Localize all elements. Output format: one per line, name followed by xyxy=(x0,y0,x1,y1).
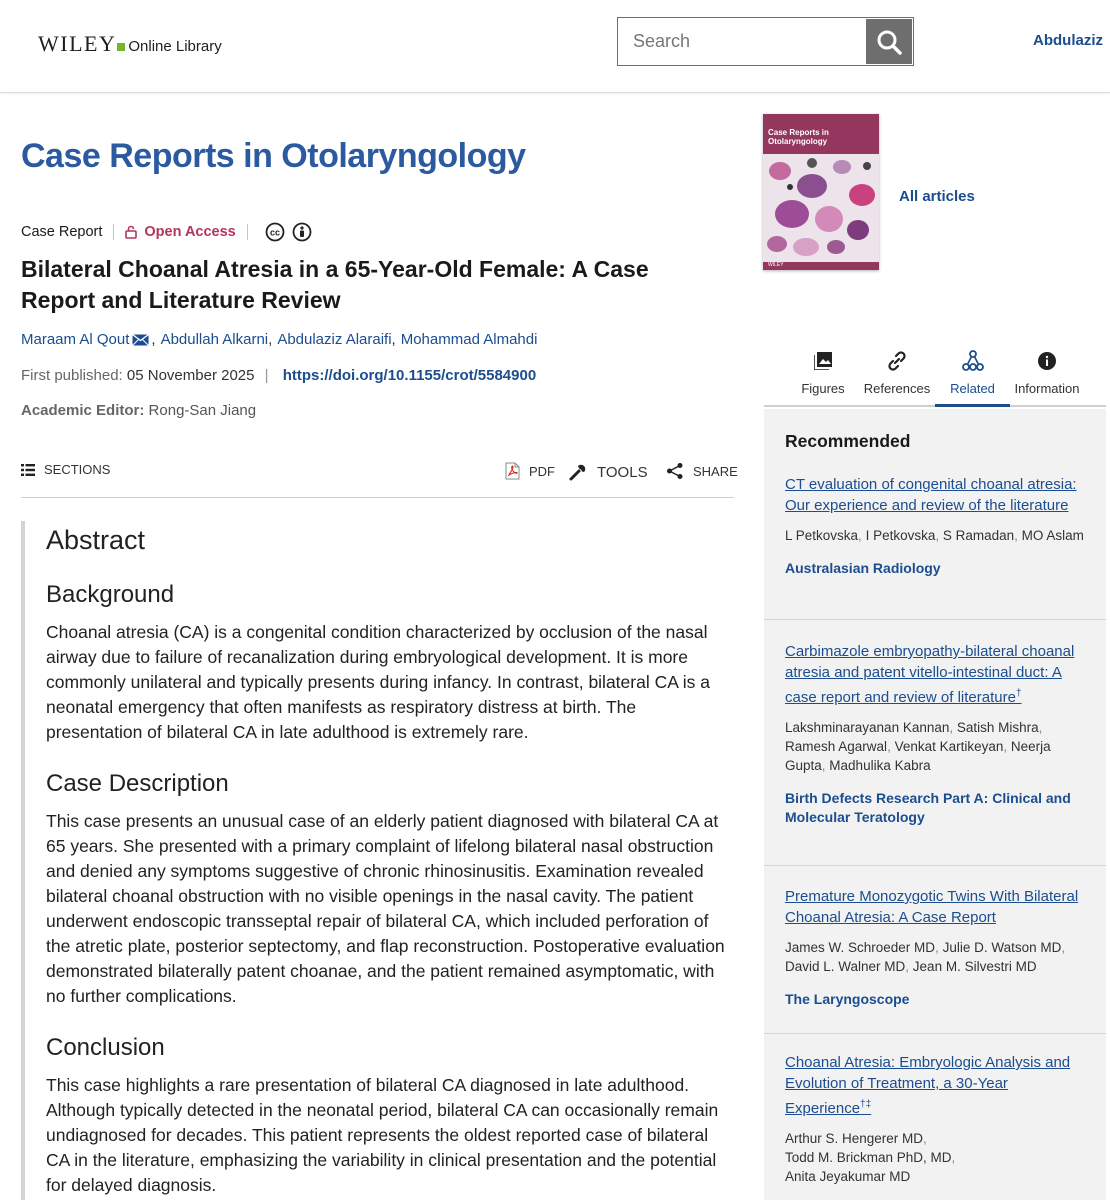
network-icon xyxy=(962,350,984,372)
open-access-label: Open Access xyxy=(144,224,236,240)
search-icon xyxy=(876,29,902,55)
case-description-heading: Case Description xyxy=(46,770,229,797)
open-access-badge[interactable] xyxy=(125,224,235,240)
academic-editor xyxy=(21,402,256,419)
email-icon[interactable] xyxy=(132,334,149,346)
share-icon xyxy=(666,462,684,480)
recommended-panel xyxy=(764,409,1106,1200)
image-icon xyxy=(814,352,832,370)
svg-text:cc: cc xyxy=(269,227,280,238)
cover-title: Case Reports in Otolaryngology xyxy=(768,128,829,146)
doi-link[interactable]: https://doi.org/10.1155/crot/5584900 xyxy=(282,367,537,384)
author-list: Maraam Al Qout , Abdullah Alkarni , Abdulaziz Alaraifi , Mohammad Almahdi xyxy=(21,331,538,348)
recommended-item xyxy=(785,641,1090,827)
logo-subtitle: Online Library xyxy=(128,38,222,55)
all-articles-link[interactable]: All articles xyxy=(899,188,975,205)
pdf-label: PDF xyxy=(529,463,555,479)
article-type: Case Report xyxy=(21,224,103,240)
publication-info: First published: 05 November 2025 | https://doi.org/10.1155/crot/5584900 xyxy=(21,367,537,384)
recommended-title-link[interactable]: Choanal Atresia: Embryologic Analysis and Evolution of Treatment, a 30-Year Experience†‡ xyxy=(785,1054,1071,1117)
sections-label: SECTIONS xyxy=(44,462,111,477)
article-meta-row xyxy=(21,222,319,242)
recommended-item xyxy=(785,1052,1090,1186)
tab-related[interactable] xyxy=(935,342,1010,407)
recommended-authors: James W. Schroeder MD, Julie D. Watson MD, David L. Walner MD, Jean M. Silvestri MD xyxy=(785,940,1066,974)
recommended-title-link[interactable]: CT evaluation of congenital choanal atresia: Our experience and review of the literature xyxy=(785,476,1077,514)
recommended-item xyxy=(785,474,1090,578)
sections-button[interactable] xyxy=(21,462,110,477)
share-label: SHARE xyxy=(693,463,738,479)
author-link[interactable]: Mohammad Almahdi xyxy=(400,331,538,348)
recommended-heading: Recommended xyxy=(785,431,911,451)
background-text: Choanal atresia (CA) is a congenital condition characterized by occlusion of the nasal airway due to failure of recanalization during embryological development. It is more commonly unilateral and typically presents during infancy. In contrast, bilateral CA is a neonatal emergency that often manifests as respiratory distress at birth. The presentation of bilateral CA in late adulthood is extremely rare. xyxy=(46,622,711,742)
tab-label: Figures xyxy=(801,381,845,396)
tools-label: TOOLS xyxy=(597,463,648,481)
recommended-authors: Arthur S. Hengerer MD, Todd M. Brickman PhD, MD, Anita Jeyakumar MD xyxy=(785,1131,956,1184)
author-link[interactable]: Abdulaziz Alaraifi xyxy=(277,331,392,348)
tab-label: Related xyxy=(950,381,995,396)
tab-label: Information xyxy=(1014,381,1080,396)
search-button[interactable] xyxy=(866,19,912,64)
recommended-authors: L Petkovska, I Petkovska, S Ramadan, MO Aslam xyxy=(785,528,1084,543)
case-description-text: This case presents an unusual case of an elderly patient diagnosed with bilateral CA at 65 years. She presented with a primary complaint of lifelong bilateral nasal obstruction and denied any symptoms suggestive of chronic rhinosinusitis. Examination revealed bilateral choanal obstruction with no visible openings in the nasal cavity. The patient underwent endoscopic transseptal repair of bilateral CA, which included perforation of the atretic plate, posterior septectomy, and flap reconstruction. Postoperative evaluation demonstrated bilaterally patent choanae, and the patient remained asymptomatic, with no further complications. xyxy=(46,811,725,1006)
tools-button[interactable] xyxy=(568,462,648,482)
background-heading: Background xyxy=(46,581,175,608)
title-footnote-mark: † xyxy=(1015,688,1022,699)
info-icon xyxy=(1038,352,1056,370)
list-icon xyxy=(21,464,35,476)
article-title: Bilateral Choanal Atresia in a 65-Year-Old Female: A Case Report and Literature Review xyxy=(21,256,649,313)
license-icons[interactable] xyxy=(265,222,319,242)
abstract-heading: Abstract xyxy=(46,525,146,555)
link-icon xyxy=(886,350,908,372)
user-account-link[interactable]: Abdulaziz xyxy=(1033,32,1103,49)
recommended-title-link[interactable]: Premature Monozygotic Twins With Bilateral Choanal Atresia: A Case Report xyxy=(785,888,1079,926)
divider xyxy=(113,224,114,240)
unlock-icon xyxy=(125,225,137,239)
journal-title[interactable]: Case Reports in Otolaryngology xyxy=(21,137,526,175)
divider xyxy=(764,1033,1106,1034)
author-link[interactable]: Abdullah Alkarni xyxy=(160,331,269,348)
divider xyxy=(247,224,248,240)
divider xyxy=(764,865,1106,866)
title-footnote-mark: †‡ xyxy=(860,1099,872,1110)
recommended-authors: Lakshminarayanan Kannan, Satish Mishra, Ramesh Agarwal, Venkat Kartikeyan, Neerja Gupta, Madhulika Kabra xyxy=(785,720,1051,773)
wiley-logo[interactable] xyxy=(38,31,222,57)
conclusion-heading: Conclusion xyxy=(46,1034,165,1061)
recommended-journal-link[interactable]: The Laryngoscope xyxy=(785,991,910,1007)
editor-label: Academic Editor: xyxy=(21,402,145,419)
tab-information[interactable] xyxy=(1011,342,1083,407)
recommended-title-link[interactable]: Carbimazole embryopathy-bilateral choanal atresia and patent vitello-intestinal duct: A case report and review of literature† xyxy=(785,643,1075,706)
tab-label: References xyxy=(863,381,931,396)
attribution-icon xyxy=(292,222,312,242)
cover-publisher: WILEY xyxy=(768,262,784,268)
wrench-icon xyxy=(568,462,588,482)
side-tabs xyxy=(764,342,1106,407)
search-bar xyxy=(617,17,914,66)
article-toolbar xyxy=(21,455,738,498)
conclusion-text: This case highlights a rare presentation of bilateral CA diagnosed in late adulthood. Although typically detected in the neonatal period, bilateral CA can occasionally remain undiagnosed for decades. This patient represents the oldest reported case of bilateral CA in the literature, emphasizing the variability in clinical presentation and the potential for delayed diagnosis. xyxy=(46,1075,719,1195)
site-header xyxy=(0,0,1110,93)
editor-name: Rong-San Jiang xyxy=(148,402,257,419)
creative-commons-icon xyxy=(265,222,285,242)
recommended-journal-link[interactable]: Australasian Radiology xyxy=(785,560,941,576)
search-input[interactable] xyxy=(618,18,865,65)
first-published-date: 05 November 2025 xyxy=(126,367,255,384)
cover-artwork xyxy=(763,154,879,262)
first-published-label: First published: xyxy=(21,367,123,384)
tab-references[interactable] xyxy=(860,342,934,407)
pdf-icon xyxy=(505,462,520,480)
author-link[interactable]: Maraam Al Qout xyxy=(21,331,130,348)
logo-brand: WILEY xyxy=(38,31,117,56)
pdf-button[interactable] xyxy=(505,462,555,480)
recommended-journal-link[interactable]: Birth Defects Research Part A: Clinical and Molecular Teratology xyxy=(785,790,1071,825)
divider xyxy=(764,619,1106,620)
tab-figures[interactable] xyxy=(794,342,852,407)
share-button[interactable] xyxy=(666,462,738,480)
abstract-section xyxy=(21,521,734,1200)
recommended-item xyxy=(785,886,1090,1009)
journal-cover[interactable] xyxy=(763,114,879,270)
logo-dot xyxy=(117,43,125,51)
